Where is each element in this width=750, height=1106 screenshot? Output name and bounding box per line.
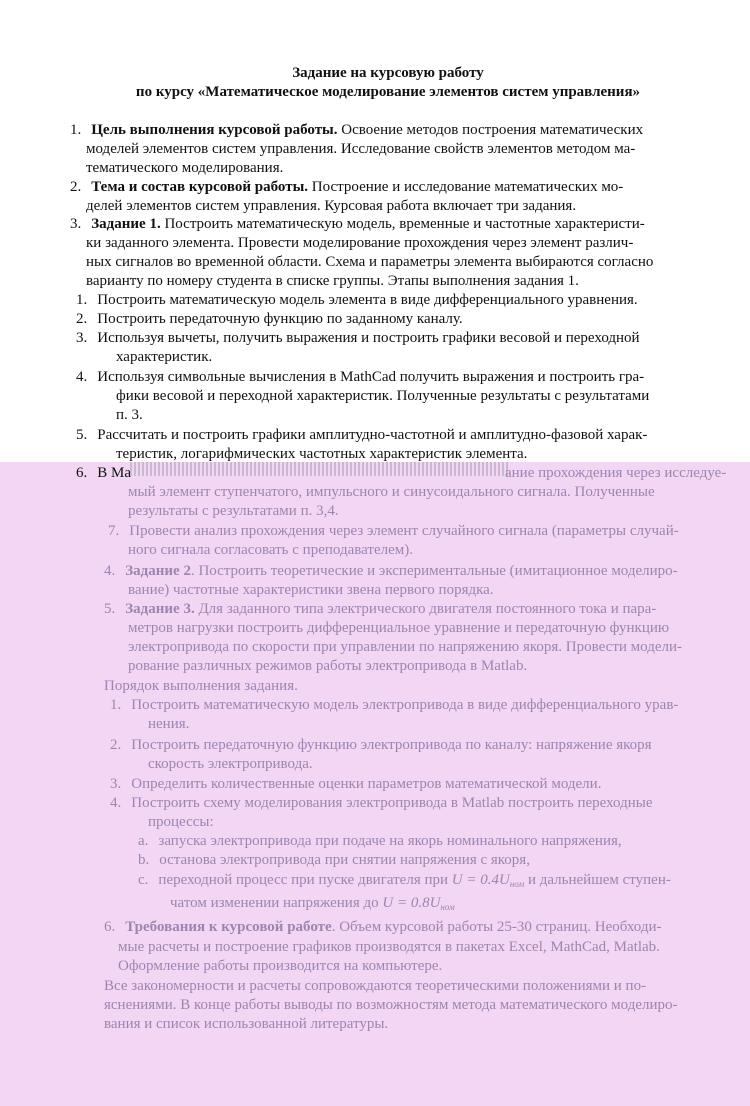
line-text: останова электропривода при снятии напряжения с якоря, (159, 852, 530, 868)
line-text: теристик, логарифмических частотных характеристик элемента. (116, 446, 528, 462)
text-line (86, 140, 635, 159)
text-line (128, 483, 655, 502)
text-line (86, 272, 579, 291)
text-line (86, 253, 653, 272)
list-number: 2. (110, 737, 122, 753)
list-number: 6. (104, 919, 116, 935)
line-text: результаты с результатами п. 3,4. (128, 503, 339, 519)
list-number: b. (138, 852, 150, 868)
text-line (128, 541, 413, 560)
line-text: Построение и исследование математических мо- (308, 179, 624, 195)
formula-subscript: ном (509, 879, 525, 889)
text-line (128, 619, 669, 638)
line-text: вания и список использованной литературы. (104, 1016, 389, 1032)
text-line-fragment: ание прохождения через исследуе- (505, 465, 727, 481)
text-line (76, 291, 638, 310)
text-line (148, 715, 189, 734)
doc-title: Задание на курсовую работу (292, 65, 484, 81)
line-text: чатом изменении напряжения до (170, 895, 383, 911)
bold-heading: Цель выполнения курсовой работы. (91, 122, 338, 138)
list-number: 2. (70, 179, 82, 195)
line-text: моделей элементов систем управления. Исследование свойств элементов методом ма- (86, 141, 636, 157)
text-line (104, 562, 678, 581)
line-text: Построить математическую модель элемента в виде дифференциального уравнения. (97, 292, 638, 308)
bold-heading: Задание 3. (125, 601, 195, 617)
line-text: Все закономерности и расчеты сопровождаются теоретическими положениями и по- (104, 978, 647, 994)
text-line (108, 522, 679, 541)
line-text: запуска электропривода при подаче на якорь номинального напряжения, (158, 833, 622, 849)
text-line (128, 657, 527, 676)
line-text: варианту по номеру студента в списке группы. Этапы выполнения задания 1. (86, 273, 579, 289)
text-line (128, 638, 682, 657)
line-text: В Ma (97, 465, 131, 481)
line-text: Построить математическую модель, временные и частотные характеристи- (160, 216, 645, 232)
line-text: переходной процесс при пуске двигателя при (158, 872, 452, 888)
text-line (138, 832, 622, 851)
text-line (76, 464, 131, 483)
text-line (76, 368, 644, 387)
list-number: 3. (70, 216, 82, 232)
line-text: фики весовой и переходной характеристик. Полученные результаты с результатами (116, 388, 650, 404)
line-text: процессы: (148, 814, 214, 830)
text-line (138, 871, 671, 894)
line-text: электропривода по скорости при управлении по напряжению якоря. Провести модели- (128, 639, 683, 655)
line-text: Провести анализ прохождения через элемент случайного сигнала (параметры случай- (129, 523, 679, 539)
line-text: п. 3. (116, 407, 143, 423)
list-number: 1. (110, 697, 122, 713)
formula-subscript: ном (440, 902, 455, 912)
text-line (116, 387, 649, 406)
line-text: Рассчитать и построить графики амплитудно-частотной и амплитудно-фазовой харак- (97, 427, 648, 443)
formula: U = 0.8U (382, 895, 441, 911)
line-text: Оформление работы производится на компьютере. (118, 958, 443, 974)
text-line (86, 234, 633, 253)
line-text: скорость электропривода. (148, 756, 313, 772)
doc-subtitle: по курсу «Математическое моделирование элементов систем управления» (135, 84, 641, 100)
line-text: Для заданного типа электрического двигателя постоянного тока и пара- (194, 601, 657, 617)
list-number: 1. (70, 122, 82, 138)
line-text: мые расчеты и построение графиков производятся в пакетах Excel, MathCad, Matlab. (118, 939, 660, 955)
formula: U = 0.4U (451, 872, 510, 888)
line-text: Построить передаточную функцию электропривода по каналу: напряжение якоря (131, 737, 652, 753)
line-text: Построить схему моделирования электропривода в Matlab построить переходные (131, 795, 653, 811)
list-number: 5. (104, 601, 116, 617)
text-line (104, 996, 678, 1015)
line-text: характеристик. (116, 349, 213, 365)
text-line (104, 977, 646, 996)
list-number: 5. (76, 427, 88, 443)
line-text: ного сигнала согласовать с преподавателем). (128, 542, 413, 558)
line-text: тематического моделирования. (86, 160, 284, 176)
line-text: яснениями. В конце работы выводы по возможностям метода математического моделиро- (104, 997, 678, 1013)
text-line (86, 197, 576, 216)
line-text: мый элемент ступенчатого, импульсного и синусоидального сигнала. Полученные (128, 484, 655, 500)
line-text: нения. (148, 716, 190, 732)
text-line (110, 696, 678, 715)
line-text: . Объем курсовой работы 25-30 страниц. Необходи- (331, 919, 662, 935)
text-line (148, 813, 214, 832)
line-text: Используя символьные вычисления в MathCad получить выражения и построить гра- (97, 369, 645, 385)
line-text: ки заданного элемента. Провести моделирование прохождения через элемент различ- (86, 235, 634, 251)
text-line (104, 1015, 388, 1034)
text-line (110, 736, 652, 755)
line-text: Построить математическую модель электропривода в виде дифференциального урав- (131, 697, 679, 713)
list-number: 2. (76, 311, 88, 327)
line-text-continued: и дальнейшем ступен- (524, 872, 671, 888)
line-text: Порядок выполнения задания. (104, 678, 298, 694)
text-line (104, 918, 661, 937)
text-line (76, 310, 463, 329)
text-line (116, 445, 527, 464)
text-line (110, 775, 601, 794)
list-number: a. (138, 833, 149, 849)
list-number: 3. (110, 776, 122, 792)
text-line (170, 894, 455, 917)
list-number: 3. (76, 330, 88, 346)
bold-heading: Задание 2 (125, 563, 191, 579)
line-text: Определить количественные оценки параметров математической модели. (131, 776, 602, 792)
line-text: Освоение методов построения математических (337, 122, 644, 138)
text-line (110, 794, 652, 813)
text-line (70, 178, 623, 197)
list-number: c. (138, 872, 149, 888)
line-text: делей элементов систем управления. Курсовая работа включает три задания. (86, 198, 577, 214)
bold-heading: Требования к курсовой работе (125, 919, 332, 935)
line-text: вание) частотные характеристики звена первого порядка. (128, 582, 494, 598)
text-line (116, 348, 212, 367)
list-number: 4. (104, 563, 116, 579)
line-text: Используя вычеты, получить выражения и построить графики весовой и переходной (97, 330, 640, 346)
bold-heading: Задание 1. (91, 216, 161, 232)
list-number: 4. (110, 795, 122, 811)
text-line (70, 215, 645, 234)
text-line (76, 426, 647, 445)
text-line (86, 159, 283, 178)
line-text: ных сигналов во временной области. Схема и параметры элемента выбираются согласно (86, 254, 654, 270)
line-text: метров нагрузки построить дифференциальное уравнение и передаточную функцию (128, 620, 670, 636)
line-text: Построить передаточную функцию по заданному каналу. (97, 311, 463, 327)
text-line (128, 581, 494, 600)
text-line (76, 329, 640, 348)
list-number: 1. (76, 292, 88, 308)
text-line (138, 851, 530, 870)
text-line (118, 957, 442, 976)
bold-heading: Тема и состав курсовой работы. (91, 179, 309, 195)
list-number: 6. (76, 465, 88, 481)
list-number: 7. (108, 523, 120, 539)
line-text: . Построить теоретические и экспериментальные (имитационное моделиро- (190, 563, 678, 579)
text-line (148, 755, 313, 774)
text-line (116, 406, 143, 425)
text-line (104, 600, 656, 619)
text-line (118, 938, 660, 957)
text-line (104, 677, 298, 696)
line-text: рование различных режимов работы электропривода в Matlab. (128, 658, 528, 674)
list-number: 4. (76, 369, 88, 385)
text-line (70, 121, 643, 140)
text-line (128, 502, 339, 521)
